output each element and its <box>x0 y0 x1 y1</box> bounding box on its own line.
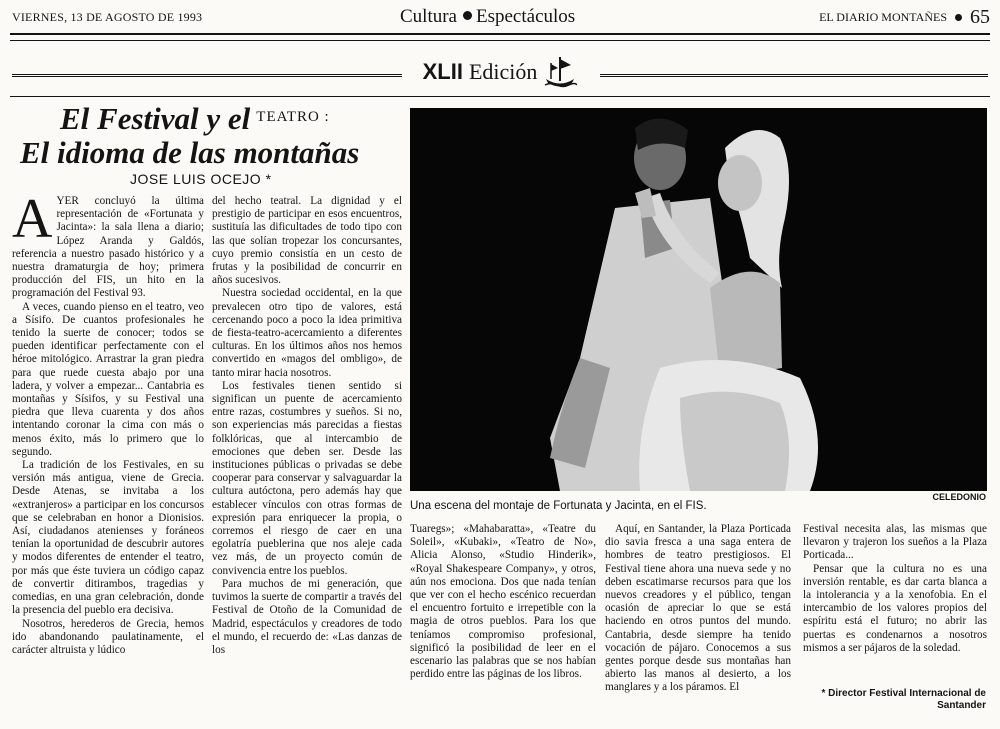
drop-cap: A <box>12 195 53 250</box>
title-line-2: El idioma de las montañas <box>20 135 360 170</box>
article-column-2 <box>212 195 402 720</box>
article-column-5 <box>803 523 987 683</box>
paragraph: Los festivales tienen sentido si significan un puente de acercamiento entre razas, costumbres y sueños. Si no, son experiencias más parecidas a fiestas folklóricas, que al intercambio de emociones que deben ser. Desde las instituciones públicas o privadas se debe cooperar para conservar y salvaguardar la cultura autóctona, pero además hay que establecer vínculos con otras formas de expresión para enriquecer la propia, o corremos el riesgo de caer en una egolatría pueblerina que nos aleje cada vez más, de un proyecto común de convivencia entre los pueblos. <box>212 379 402 577</box>
edition-rule-left <box>12 74 402 77</box>
paragraph: Para muchos de mi generación, que tuvimos la suerte de compartir a través del Festival de Otoño de la Comunidad de Madrid, espectáculos y creadores de todo el mundo, el recuerdo de: «Las danzas de los <box>212 577 402 656</box>
edition-banner <box>410 52 590 92</box>
newspaper-name: EL DIARIO MONTAÑES <box>819 10 947 24</box>
section-right: Espectáculos <box>476 6 576 27</box>
header-rule <box>10 33 990 35</box>
paragraph: Nosotros, herederos de Grecia, hemos ido abandonando paulatinamente, el carácter altruista y lúdico <box>12 617 204 656</box>
issue-date: VIERNES, 13 DE AGOSTO DE 1993 <box>12 10 203 24</box>
title-line-1: El Festival y el <box>60 101 251 136</box>
article-column-1 <box>12 195 204 720</box>
paragraph: Pensar que la cultura no es una inversión rentable, es dar carta blanca a la intolerancia y a la xenofobia. En el intercambio de los valores propios del espíritu está el futuro; no abrir las puertas es condenarnos a nosotros mismos a ser pájaros de la soledad. <box>803 562 987 654</box>
page-number: 65 <box>970 6 990 28</box>
paragraph: AYER concluyó la última representación de «Fortunata y Jacinta»: la sala llena a diario; López Aranda y Galdós, referencia a nuestro pasado histórico y a nuestra dramaturgia de hoy; primera producción del FIS, un hito en la programación del Festival 93. <box>12 195 204 300</box>
photo-caption: Una escena del montaje de Fortunata y Jacinta, en el FIS. <box>410 500 707 512</box>
article-column-3 <box>410 523 596 721</box>
masthead <box>819 6 990 29</box>
edition-label: Edición <box>468 59 538 84</box>
article-column-4 <box>605 523 791 721</box>
stage-scene-image <box>410 108 987 491</box>
edition-number: XLII <box>422 59 463 84</box>
bullet-icon <box>955 14 962 21</box>
section-header <box>400 6 575 28</box>
article-title <box>20 100 400 170</box>
paragraph: Tuaregs»; «Mahabaratta», «Teatre du Soleil», «Kubaki», «Teatro de No», Alicia Alonso, «Studio Hinderik», «Royal Shakespeare Company», y otros, aún nos emociona. Dos que nada tenían que ver con el hecho escénico recuerdan el encuentro fortuito e irrepetible con la magia de otros pueblos. Para los que teníamos compromiso profesional, significó la posibilidad de leer en el escenario las palabras que se nos habían perdido entre las páginas de los libros. <box>410 523 596 681</box>
bullet-icon <box>463 11 472 20</box>
section-rule <box>10 96 990 97</box>
paragraph: La tradición de los Festivales, en su versión más antigua, viene de Grecia. Desde Atenas, se invitaba a los «extranjeros» a participar en los concursos que se celebraban en honor a Dionisios. Así, ciudadanos atenienses y foráneos tenían la oportunidad de descubrir autores y modos diferentes de entender el teatro, por más que éste tuviera un código capaz de convertir ditirambos, tragedias y comedias, en una gran celebración, donde la presencia del pueblo era decisiva. <box>12 459 204 617</box>
paragraph: A veces, cuando pienso en el teatro, veo a Sísifo. De cuantos profesionales he tenido la suerte de conocer; todos se pueden identificar perfectamente con el héroe mitológico. Arrastrar la gran piedra para que ruede cuesta abajo por una ladera, y volver a empezar... Cantabria es montañas y Sísifos, y su Festival una piedra que lleva cuarenta y dos años intentando coronar la cima con más o menos éxito, más lo primero que lo segundo. <box>12 300 204 458</box>
author-footnote: * Director Festival Internacional de Santander <box>821 688 986 711</box>
header-rule-thin <box>10 40 990 41</box>
paragraph: Festival necesita alas, las mismas que llevaron y trajeron los sueños a la Plaza Porticada... <box>803 523 987 562</box>
paragraph: Aquí, en Santander, la Plaza Porticada dio savia fresca a una saga entera de hombres de teatro prestigiosos. El Festival tiene ahora una nueva sede y no deben escatimarse recursos para que los nuevos creadores y el público, tengan ocasión de apreciar lo que se está haciendo en otros puntos del mundo. Cantabria, desde siempre ha tenido vocación de pájaro. Conocemos a sus gentes porque desde sus montañas han abierto las manos al desierto, a los manglares y a los páramos. El <box>605 523 791 694</box>
section-tag: TEATRO : <box>256 109 330 125</box>
paragraph: del hecho teatral. La dignidad y el prestigio de participar en esos encuentros, sustituía las dificultades de todo tipo con las que solían tropezar los concursantes, cuyo premio consistía en un cesto de frutas y la posibilidad de concurrir en años sucesivos. <box>212 195 402 287</box>
edition-rule-right <box>600 74 988 77</box>
section-left: Cultura <box>400 6 457 27</box>
byline: JOSE LUIS OCEJO * <box>130 171 272 187</box>
paragraph: Nuestra sociedad occidental, en la que prevalecen otro tipo de valores, está cercenando poco a poco la idea primitiva de fiesta-teatro-acercamiento a diferentes culturas. En los últimos años nos hemos convertido en «magos del ombligo», de tanto mirar hacia nosotros. <box>212 287 402 379</box>
photo-credit: CELEDONIO <box>932 492 986 502</box>
article-photo <box>410 108 987 491</box>
ship-logo-icon <box>543 55 577 89</box>
